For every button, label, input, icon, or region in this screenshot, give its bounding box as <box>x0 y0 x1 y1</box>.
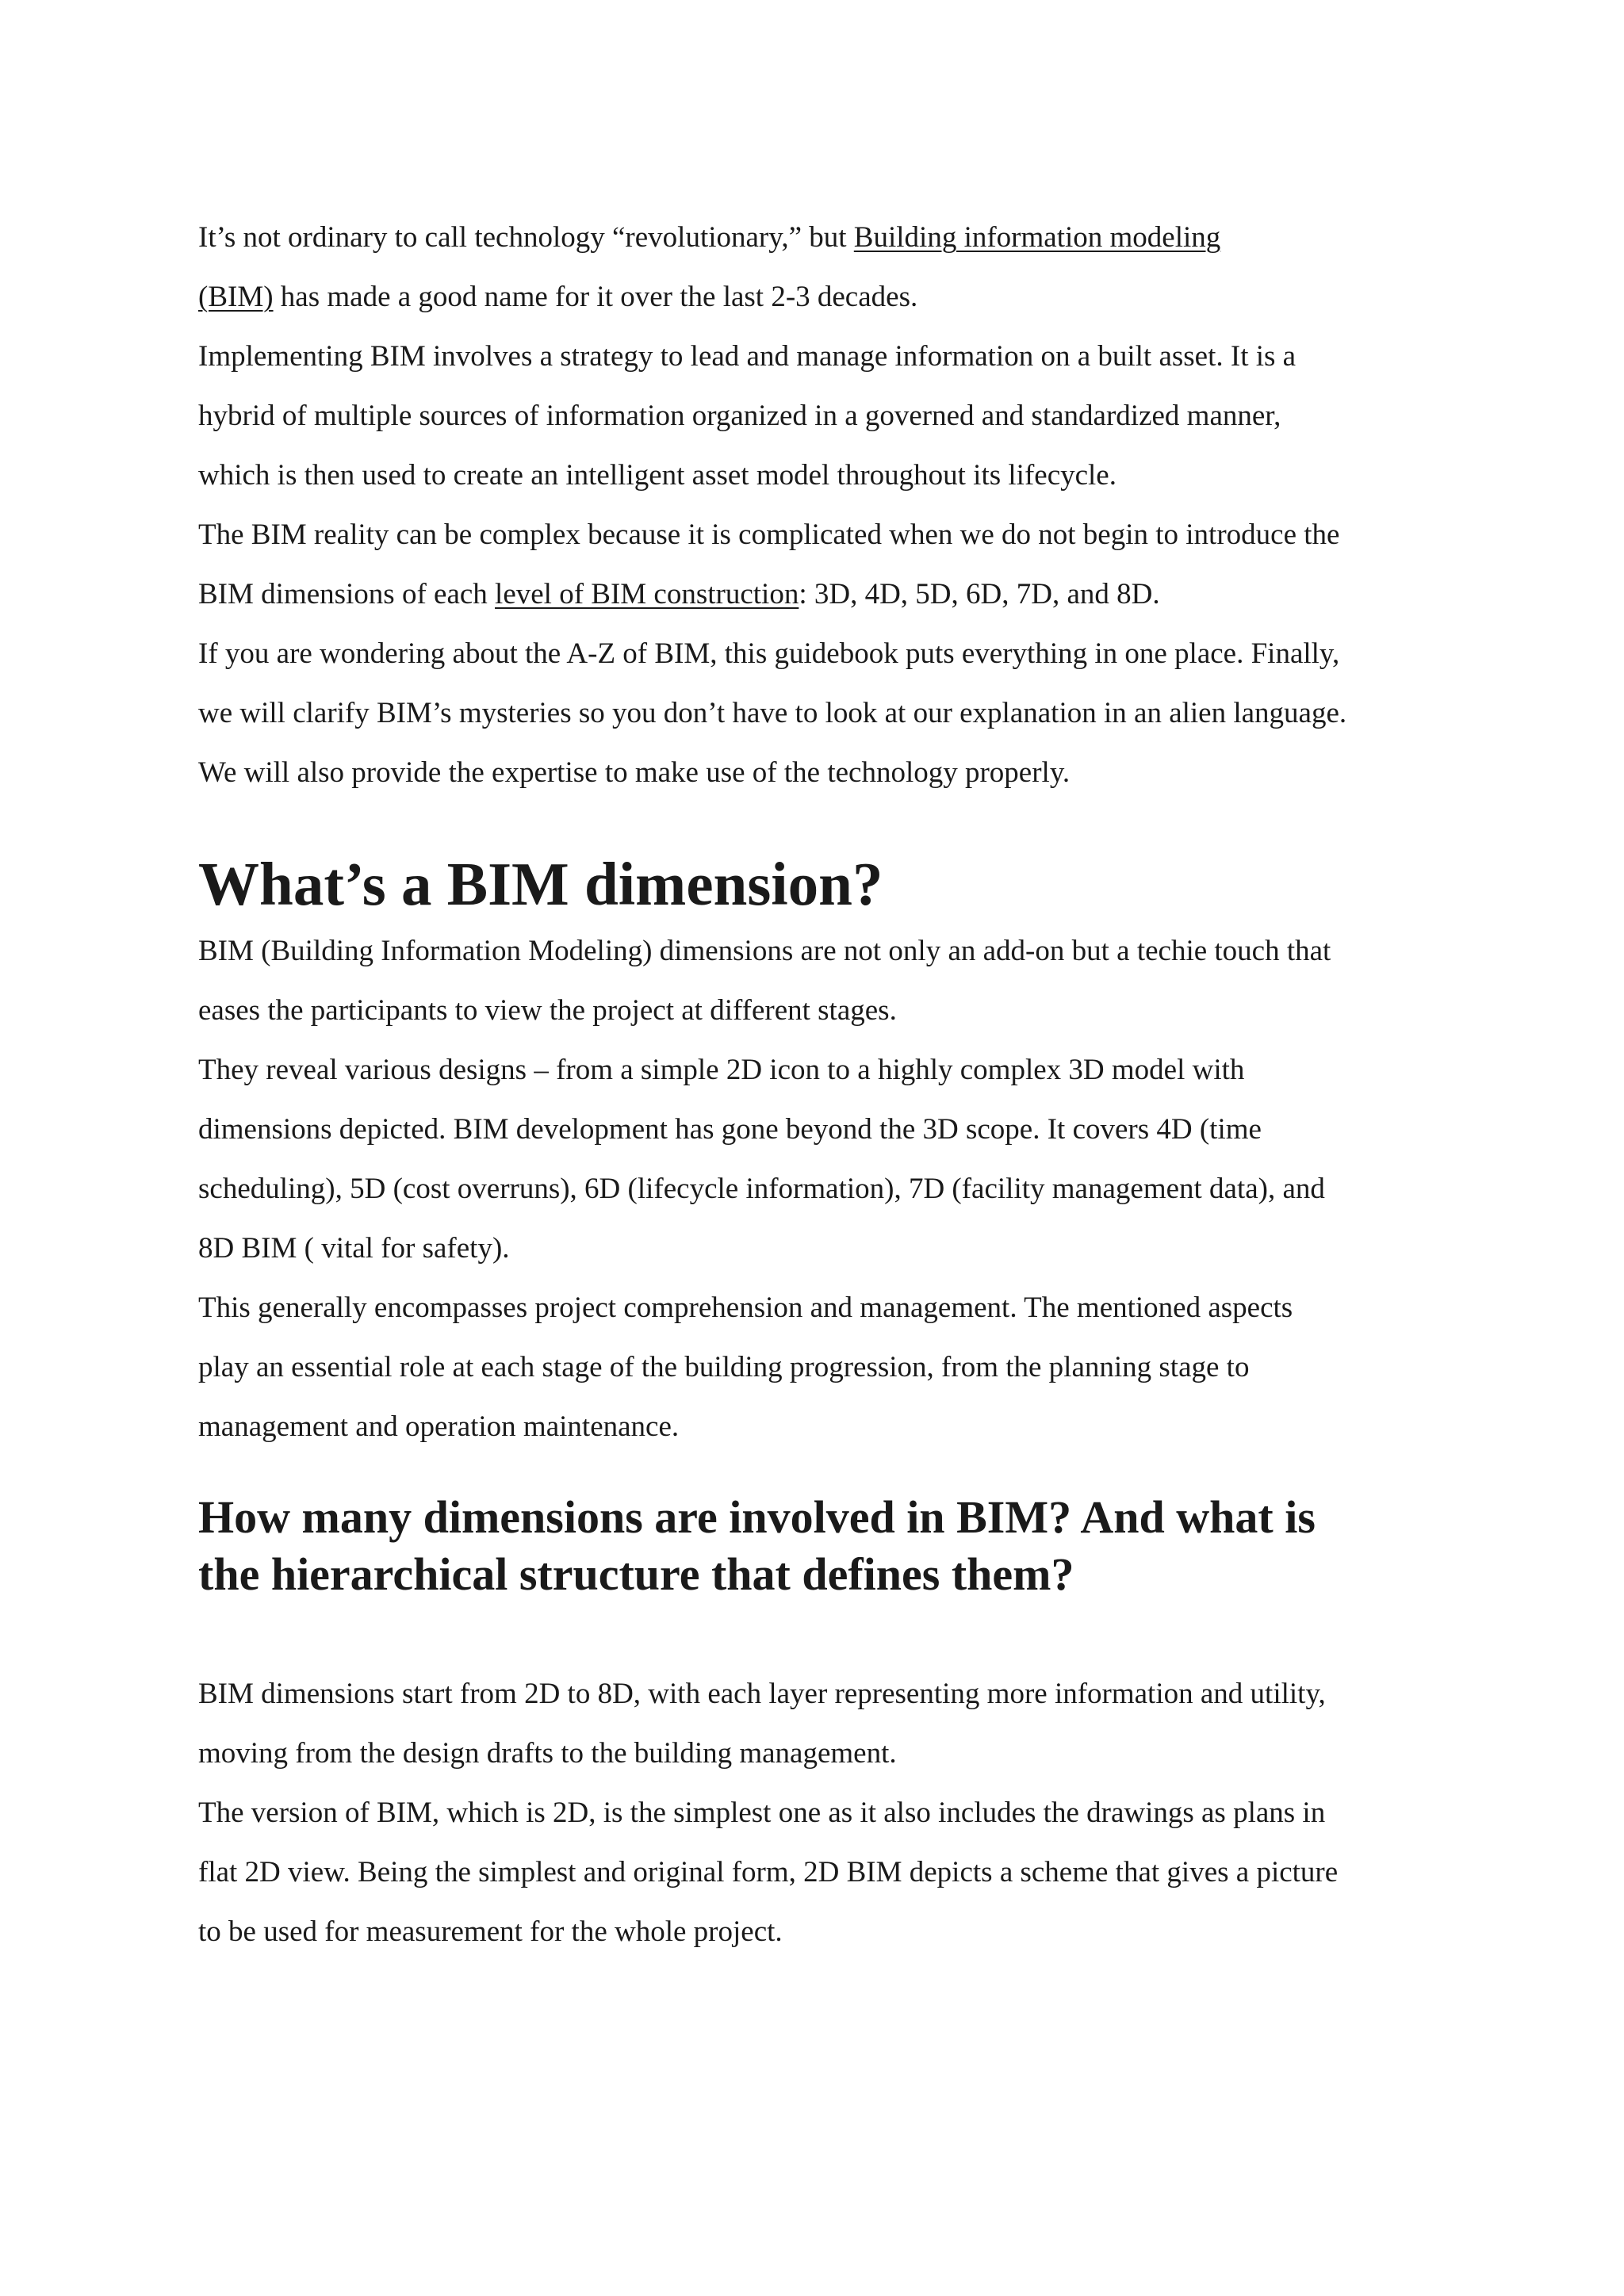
intro-text: has made a good name for it over the last 2-3 decades. <box>273 281 918 313</box>
paragraph-line: BIM dimensions start from 2D to 8D, with each layer representing more information and utility, <box>198 1678 1326 1710</box>
paragraph-line: management and operation maintenance. <box>198 1410 680 1443</box>
intro-text: It’s not ordinary to call technology “revolutionary,” but <box>198 221 854 254</box>
intro-text: BIM dimensions of each <box>198 578 496 610</box>
paragraph-line: moving from the design drafts to the building management. <box>198 1737 897 1770</box>
section-heading-bim-dimension: What’s a BIM dimension? <box>198 850 883 918</box>
bim-dimension-section <box>198 921 1331 1456</box>
paragraph-line: The version of BIM, which is 2D, is the simplest one as it also includes the drawings as plans in <box>198 1797 1326 1829</box>
level-of-bim-construction-link[interactable]: level of BIM construction <box>495 578 799 610</box>
paragraph-line: They reveal various designs – from a simple 2D icon to a highly complex 3D model with <box>198 1054 1245 1086</box>
dimensions-involved-section <box>198 1664 1338 1961</box>
paragraph-line: eases the participants to view the project at different stages. <box>198 994 897 1027</box>
paragraph-line: flat 2D view. Being the simplest and original form, 2D BIM depicts a scheme that gives a picture <box>198 1856 1339 1888</box>
bim-link[interactable]: Building information modeling <box>853 221 1221 254</box>
intro-line-5: which is then used to create an intelligent asset model throughout its lifecycle. <box>198 459 1116 492</box>
bim-abbrev-link[interactable]: (BIM) <box>198 281 274 313</box>
intro-line-8: If you are wondering about the A-Z of BIM, this guidebook puts everything in one place. Finally, <box>198 637 1340 670</box>
heading-line: the hierarchical structure that defines them? <box>198 1548 1074 1600</box>
intro-section <box>198 208 1346 802</box>
intro-line-3: Implementing BIM involves a strategy to lead and manage information on a built asset. It is a <box>198 340 1297 373</box>
paragraph-line: to be used for measurement for the whole project. <box>198 1915 783 1948</box>
paragraph-line: dimensions depicted. BIM development has gone beyond the 3D scope. It covers 4D (time <box>198 1113 1262 1146</box>
intro-line-7 <box>198 564 1346 624</box>
intro-line-10: We will also provide the expertise to make use of the technology properly. <box>198 756 1071 789</box>
paragraph-line: play an essential role at each stage of the building progression, from the planning stage to <box>198 1351 1250 1383</box>
intro-line-9: we will clarify BIM’s mysteries so you don’t have to look at our explanation in an alien language. <box>198 697 1347 729</box>
intro-line-6: The BIM reality can be complex because it is complicated when we do not begin to introduce the <box>198 519 1340 551</box>
intro-line-4: hybrid of multiple sources of information organized in a governed and standardized manner, <box>198 400 1281 432</box>
heading-line: How many dimensions are involved in BIM? And what is <box>198 1491 1316 1543</box>
intro-text: : 3D, 4D, 5D, 6D, 7D, and 8D. <box>799 578 1160 610</box>
intro-line-1 <box>198 208 1346 267</box>
paragraph-line: 8D BIM ( vital for safety). <box>198 1232 510 1265</box>
paragraph-line: BIM (Building Information Modeling) dimensions are not only an add-on but a techie touch that <box>198 935 1331 967</box>
intro-line-2 <box>198 267 1346 327</box>
paragraph-line: scheduling), 5D (cost overruns), 6D (lifecycle information), 7D (facility management data), and <box>198 1173 1325 1205</box>
paragraph-line: This generally encompasses project comprehension and management. The mentioned aspects <box>198 1292 1293 1324</box>
section-heading-dimensions-involved <box>198 1489 1316 1603</box>
